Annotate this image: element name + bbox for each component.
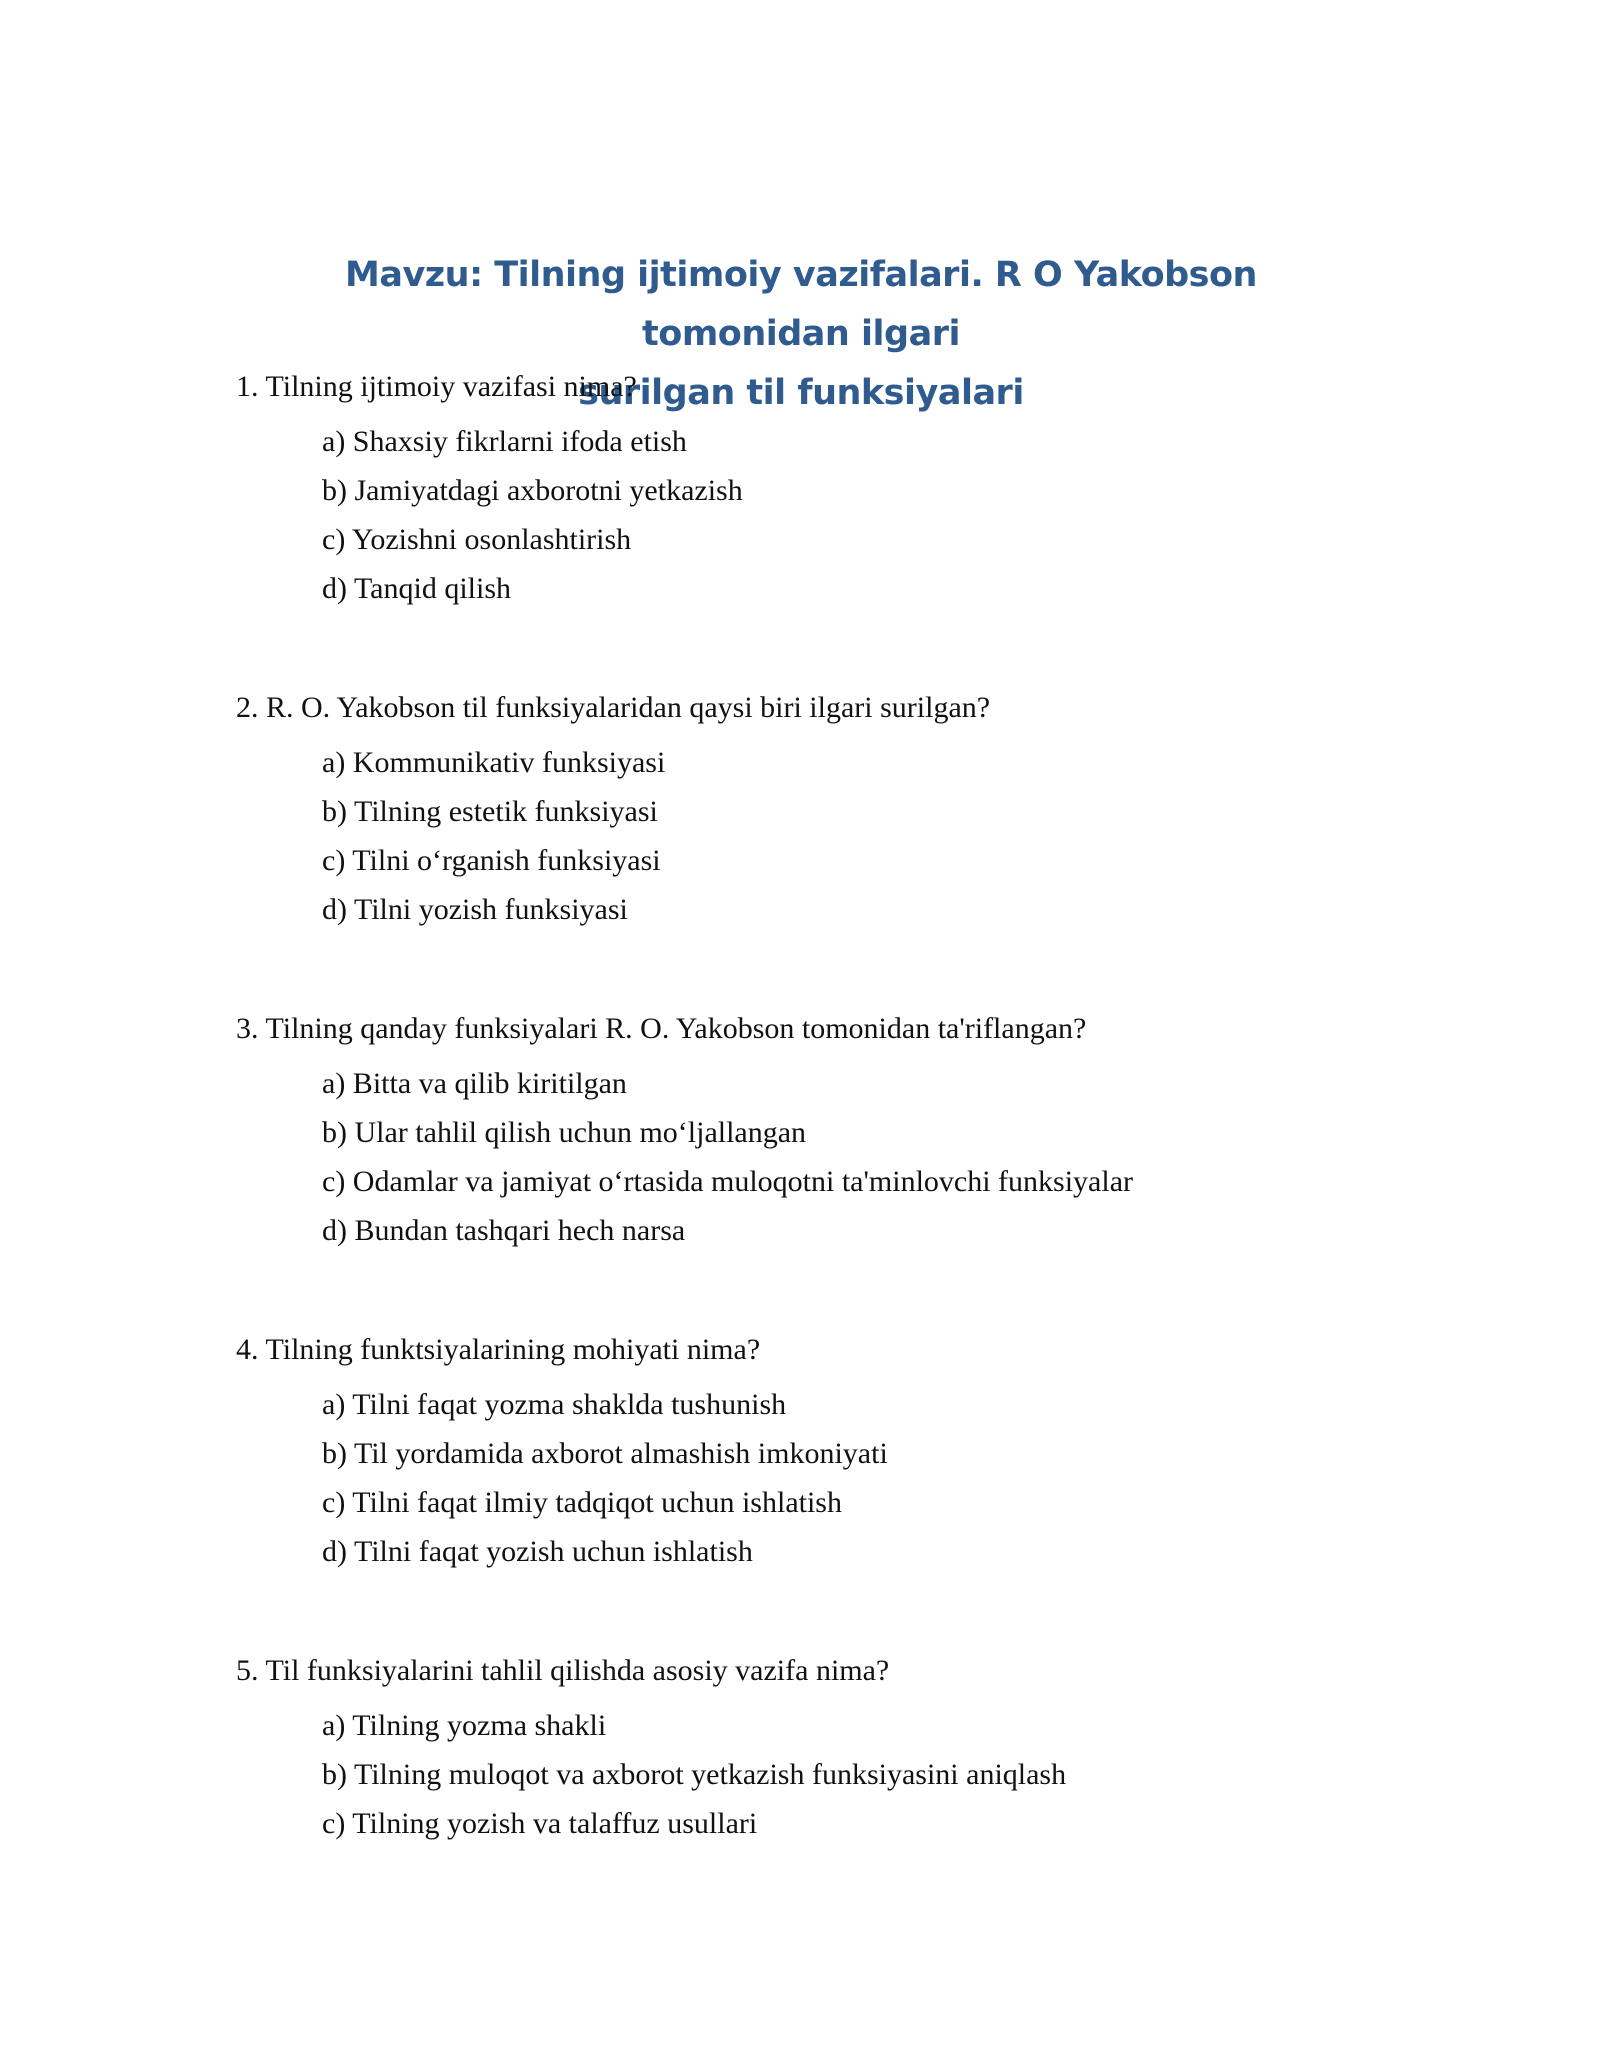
answer-option: c) Tilni o‘rganish funksiyasi [322,844,661,877]
question-text: 2. R. O. Yakobson til funksiyalaridan qaysi biri ilgari surilgan? [236,691,991,724]
answer-option: d) Tilni yozish funksiyasi [322,893,628,926]
answer-option: c) Odamlar va jamiyat o‘rtasida muloqotni ta'minlovchi funksiyalar [322,1165,1134,1198]
answer-option: a) Tilni faqat yozma shaklda tushunish [322,1388,787,1421]
answer-option: c) Yozishni osonlashtirish [322,523,632,556]
answer-option: a) Tilning yozma shakli [322,1709,607,1742]
title-line-1: Mavzu: Tilning ijtimoiy vazifalari. R O Yakobson tomonidan ilgari [345,255,1257,354]
question-text: 3. Tilning qanday funksiyalari R. O. Yakobson tomonidan ta'riflangan? [236,1012,1087,1045]
question-text: 1. Tilning ijtimoiy vazifasi nima? [236,370,637,403]
answer-options [322,1701,1436,1848]
answer-options [322,1059,1436,1255]
answer-option: c) Tilni faqat ilmiy tadqiqot uchun ishlatish [322,1486,842,1519]
question-1 [236,362,1436,613]
answer-options [322,1380,1436,1576]
title-line-2: surilgan til funksiyalari [578,373,1024,413]
answer-option: b) Jamiyatdagi axborotni yetkazish [322,474,743,507]
answer-option: d) Tanqid qilish [322,572,512,605]
answer-option: c) Tilning yozish va talaffuz usullari [322,1807,758,1840]
answer-option: d) Tilni faqat yozish uchun ishlatish [322,1535,753,1568]
question-5 [236,1646,1436,1848]
answer-option: b) Ular tahlil qilish uchun mo‘ljallangan [322,1116,807,1149]
answer-option: a) Bitta va qilib kiritilgan [322,1067,627,1100]
answer-option: b) Tilning muloqot va axborot yetkazish funksiyasini aniqlash [322,1758,1067,1791]
answer-option: b) Til yordamida axborot almashish imkoniyati [322,1437,888,1470]
question-3 [236,1004,1436,1255]
question-text: 4. Tilning funktsiyalarining mohiyati nima? [236,1333,761,1366]
question-2 [236,683,1436,934]
answer-options [322,417,1436,613]
answer-option: a) Kommunikativ funksiyasi [322,746,666,779]
question-text: 5. Til funksiyalarini tahlil qilishda asosiy vazifa nima? [236,1654,890,1687]
answer-options [322,738,1436,934]
question-list [236,362,1436,1918]
answer-option: a) Shaxsiy fikrlarni ifoda etish [322,425,687,458]
answer-option: b) Tilning estetik funksiyasi [322,795,658,828]
answer-option: d) Bundan tashqari hech narsa [322,1214,686,1247]
question-4 [236,1325,1436,1576]
